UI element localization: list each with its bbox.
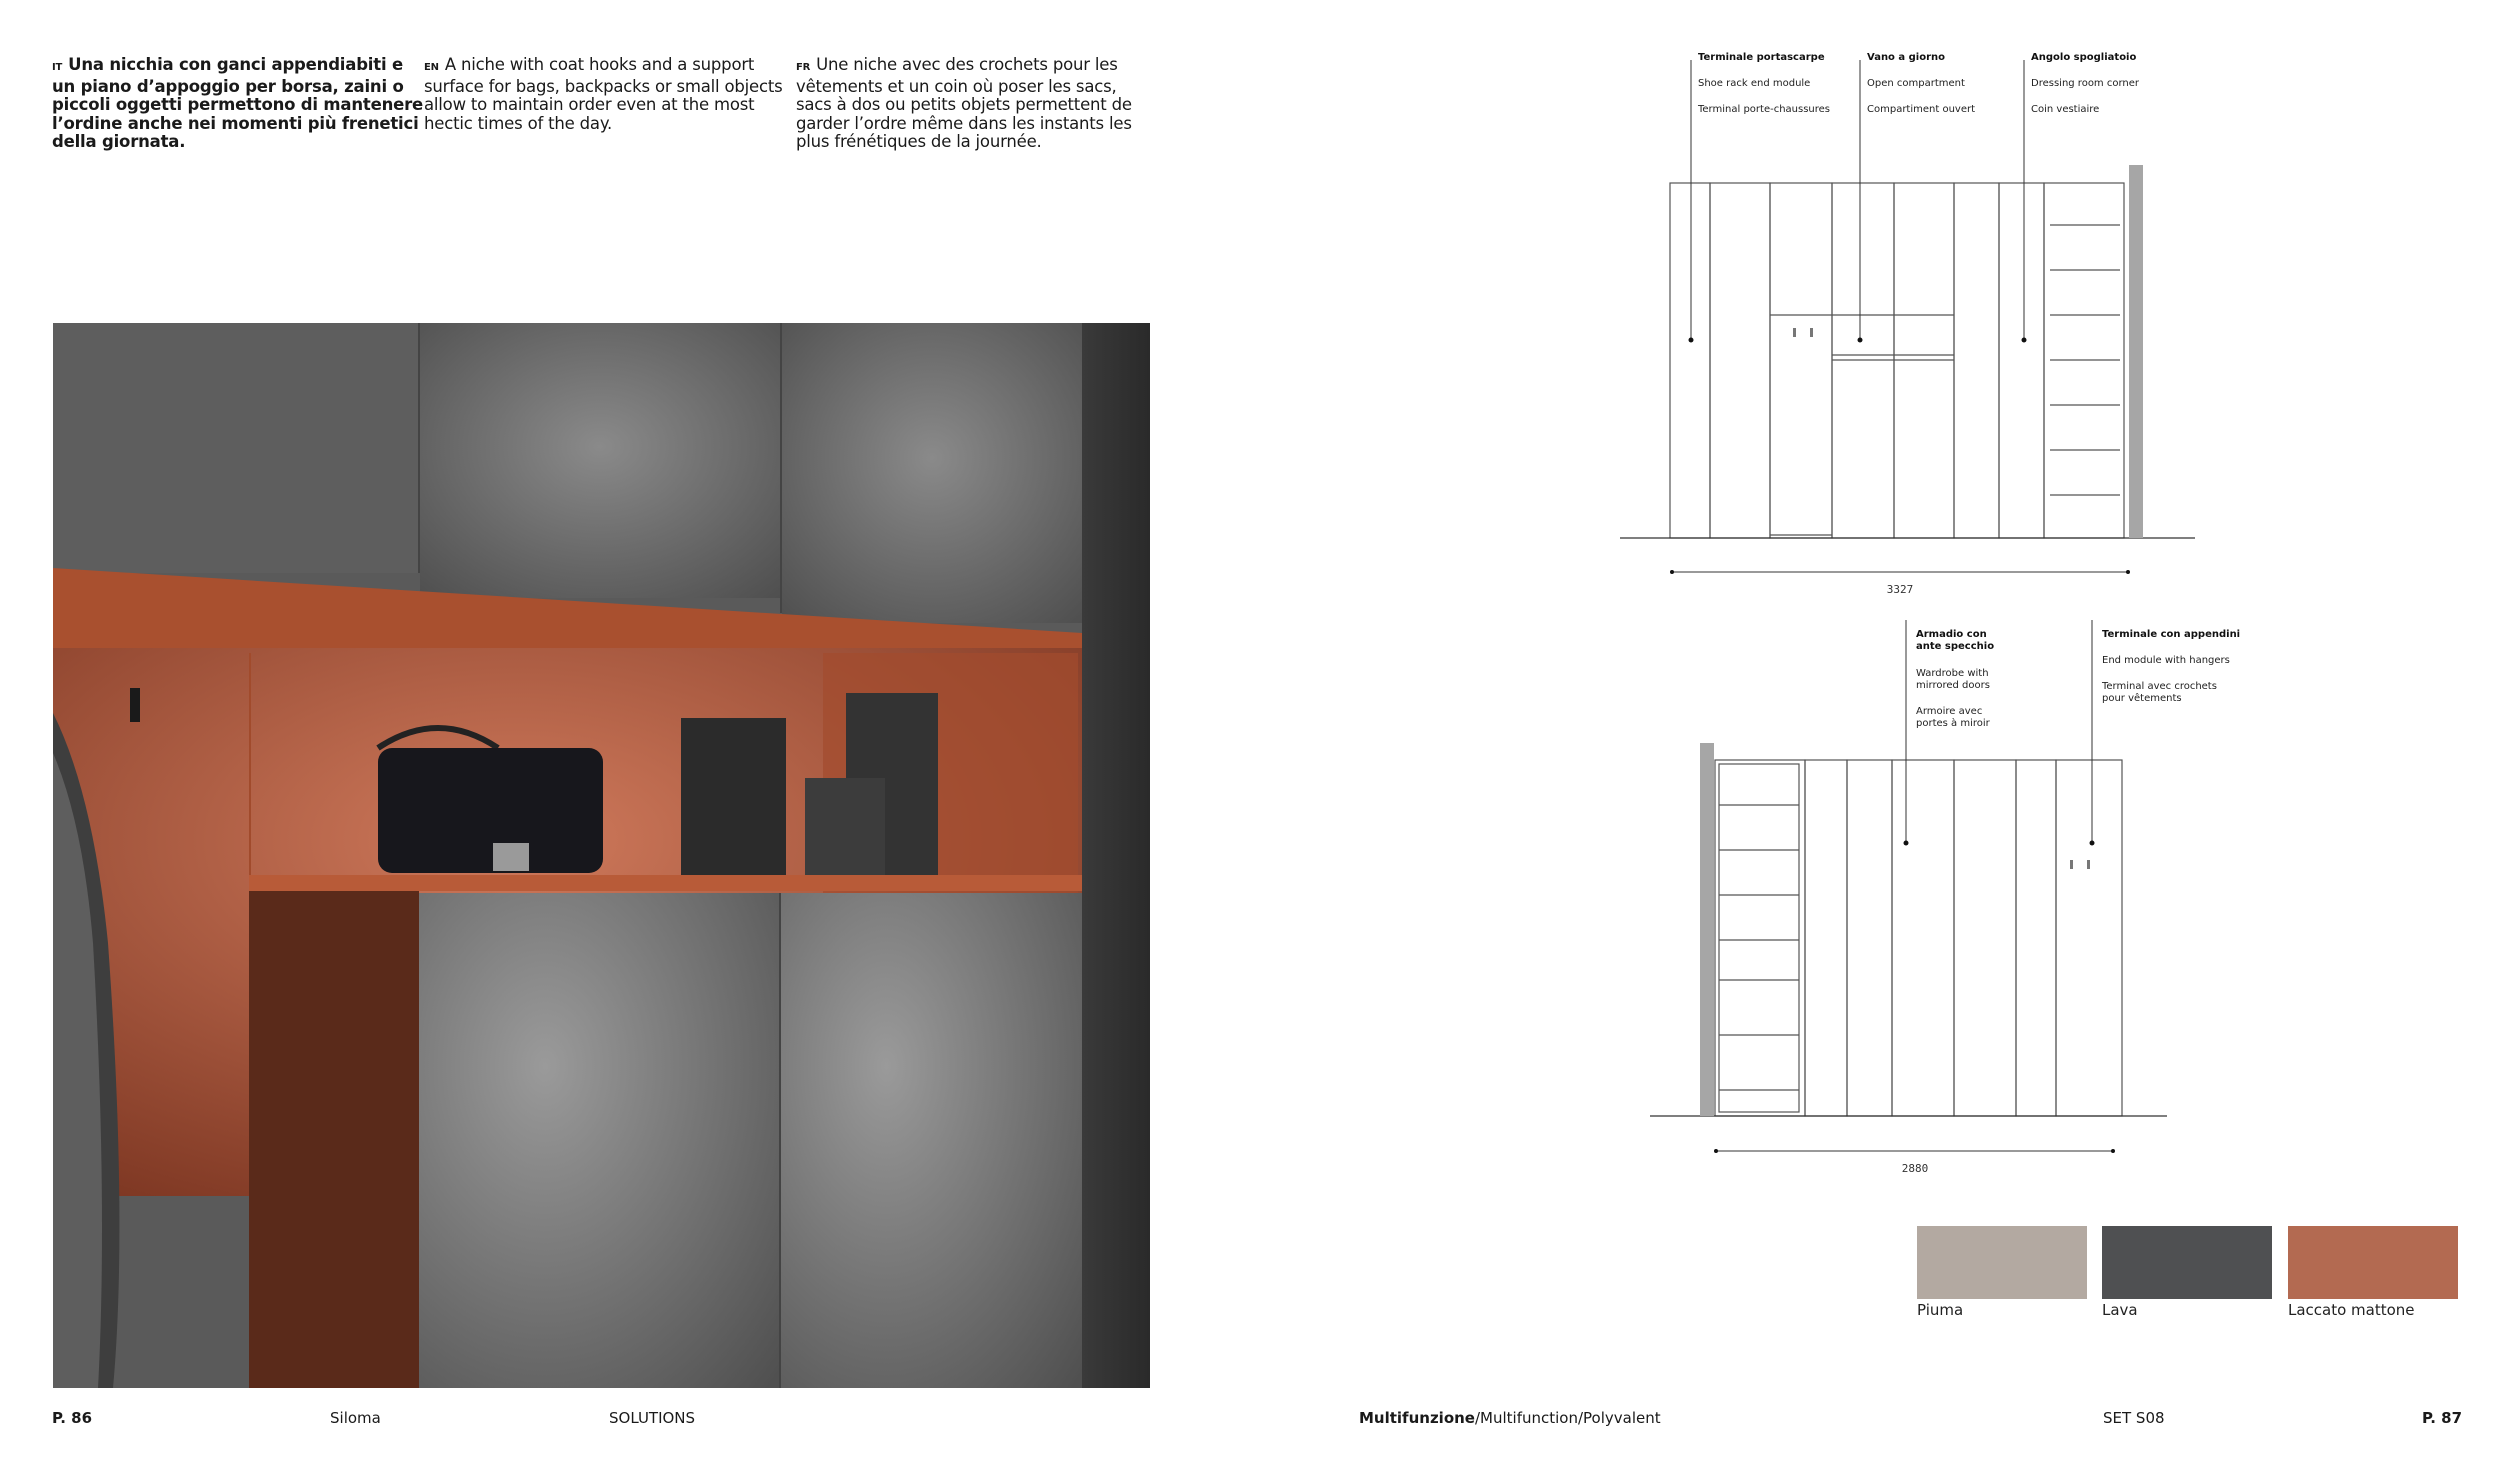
side-panel	[1700, 743, 1714, 1116]
dimension-label-bottom: 2880	[1901, 1162, 1929, 1175]
callout-line: Terminal avec crochets	[2102, 681, 2217, 692]
intro-english	[424, 56, 784, 133]
swatch-piuma	[1917, 1226, 2087, 1299]
callout-hangers-it: Terminale con appendini	[2102, 629, 2241, 640]
callout-dressing-corner-it: Angolo spogliatoio	[2031, 52, 2137, 63]
callout-open-compartment-en: Open compartment	[1867, 78, 1965, 89]
callout-line: Armoire avec	[1916, 706, 1983, 717]
set-code: SET S08	[2103, 1409, 2165, 1427]
section-name: SOLUTIONS	[609, 1409, 696, 1427]
elevation-drawing-top	[1600, 30, 2320, 610]
callout-line: Armadio con	[1916, 629, 1987, 640]
lang-code-it: IT	[52, 62, 63, 73]
elevation-drawing-bottom	[1640, 620, 2300, 1180]
callout-hangers-en: End module with hangers	[2102, 655, 2230, 666]
swatch-laccato-mattone	[2288, 1226, 2458, 1299]
callout-dressing-corner-fr: Coin vestiaire	[2031, 104, 2100, 115]
lang-code-fr: FR	[796, 62, 811, 73]
intro-italian	[52, 56, 424, 152]
callout-line: ante specchio	[1916, 641, 1995, 652]
category-title	[1359, 1409, 1661, 1427]
intro-text-en: A niche with coat hooks and a support surface for bags, backpacks or small objects allow to maintain order even at the most hectic times of the day.	[424, 55, 783, 133]
category-main: Multifunzione	[1359, 1409, 1475, 1427]
brand-name: Siloma	[330, 1409, 381, 1427]
callout-dressing-corner-en: Dressing room corner	[2031, 78, 2140, 89]
callout-mirror-wardrobe-en	[1916, 668, 1992, 691]
swatch-label-lava: Lava	[2102, 1301, 2138, 1319]
intro-french	[796, 56, 1156, 152]
swatch-lava	[2102, 1226, 2272, 1299]
product-photo-illustration	[53, 323, 1150, 1388]
callout-open-compartment-fr: Compartiment ouvert	[1867, 104, 1976, 115]
callout-hangers-fr	[2101, 681, 2220, 704]
product-photo	[53, 323, 1150, 1388]
callout-shoe-rack-it: Terminale portascarpe	[1698, 52, 1825, 63]
callout-open-compartment-it: Vano a giorno	[1867, 52, 1946, 63]
lang-code-en: EN	[424, 62, 439, 73]
callout-mirror-wardrobe-it	[1916, 629, 1994, 652]
callout-line: mirrored doors	[1916, 680, 1990, 691]
intro-text-it: Una nicchia con ganci appendiabiti e un piano d’appoggio per borsa, zaini o piccoli oggetti permettono di mantenere l’ordine anche nei momenti più frenetici della giornata.	[52, 55, 424, 151]
callout-line: portes à miroir	[1916, 718, 1990, 729]
side-panel	[2129, 165, 2143, 538]
dimension-label-top: 3327	[1886, 583, 1914, 596]
page-number-right: P. 87	[2422, 1409, 2463, 1427]
swatch-label-laccato-mattone: Laccato mattone	[2288, 1301, 2415, 1319]
callout-line: Wardrobe with	[1916, 668, 1989, 679]
category-translations: /Multifunction/Polyvalent	[1474, 1409, 1661, 1427]
callout-mirror-wardrobe-fr	[1916, 706, 1991, 729]
page-number-left: P. 86	[52, 1409, 93, 1427]
intro-text-fr: Une niche avec des crochets pour les vêtements et un coin où poser les sacs, sacs à dos ou petits objets permettent de garder l’ordre même dans les instants les plus frénétiques de la journée.	[796, 55, 1132, 151]
swatch-label-piuma: Piuma	[1917, 1301, 1964, 1319]
callout-shoe-rack-fr: Terminal porte-chaussures	[1698, 104, 1831, 115]
callout-shoe-rack-en: Shoe rack end module	[1698, 78, 1811, 89]
callout-line: pour vêtements	[2102, 693, 2182, 704]
